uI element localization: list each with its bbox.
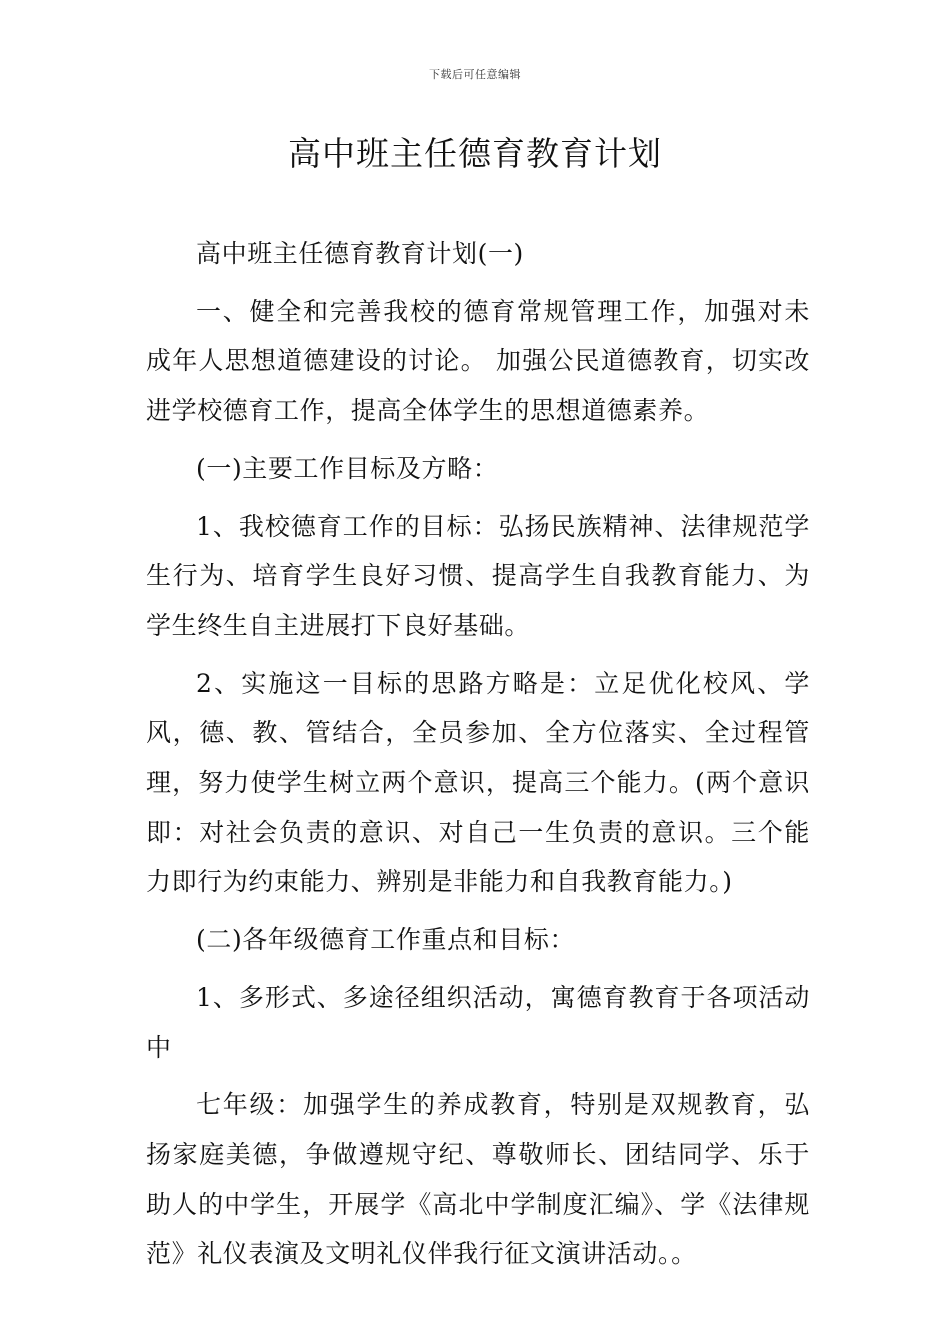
paragraph: 1、我校德育工作的目标：弘扬民族精神、法律规范学生行为、培育学生良好习惯、提高学生自我教育能力、为学生终生自主进展打下良好基础。	[146, 511, 810, 640]
subheading: (二)各年级德育工作重点和目标：	[196, 925, 576, 955]
document-title: 高中班主任德育教育计划	[288, 134, 662, 173]
paragraph: 一、健全和完善我校的德育常规管理工作，加强对未成年人思想道德建设的讨论。 加强公民道德教育，切实改进学校德育工作，提高全体学生的思想道德素养。	[146, 296, 810, 426]
subheading: (一)主要工作目标及方略：	[196, 453, 499, 483]
document-body	[146, 229, 810, 1279]
paragraph: 七年级：加强学生的养成教育，特别是双规教育，弘扬家庭美德，争做遵规守纪、尊敬师长、团结同学、乐于助人的中学生，开展学《高北中学制度汇编》、学《法律规范》礼仪表演及文明礼仪伴我行征文演讲活动。。	[146, 1090, 810, 1269]
paragraph: 2、实施这一目标的思路方略是：立足优化校风、学风，德、教、管结合，全员参加、全方位落实、全过程管理，努力使学生树立两个意识，提高三个能力。(两个意识即：对社会负责的意识、对自己一生负责的意识。三个能力即行为约束能力、辨别是非能力和自我教育能力。)	[146, 668, 810, 897]
header-note: 下载后可任意编辑	[429, 68, 521, 81]
paragraph: 1、多形式、多途径组织活动，寓德育教育于各项活动中	[146, 982, 810, 1062]
section-heading: 高中班主任德育教育计划(一)	[196, 239, 524, 268]
